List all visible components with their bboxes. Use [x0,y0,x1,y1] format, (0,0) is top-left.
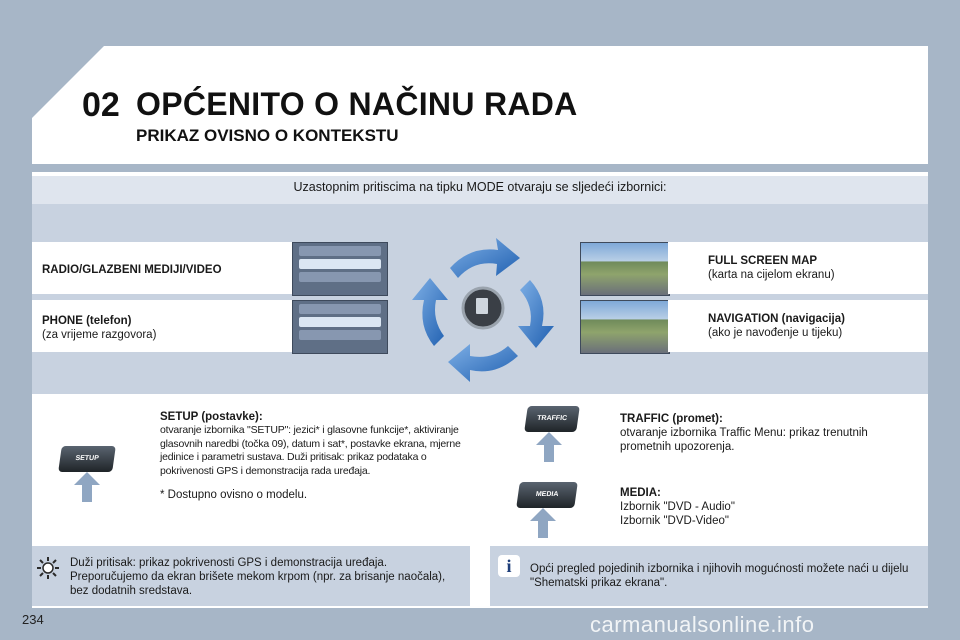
settings-sun-icon [36,556,60,580]
traffic-key: TRAFFIC [524,406,580,432]
media-title: MEDIA: [620,487,661,499]
intro-text: Uzastopnim pritiscima na tipku MODE otvaraju se sljedeći izbornici: [32,176,928,204]
full-map-desc: (karta na cijelom ekranu) [708,269,835,281]
full-map-title: FULL SCREEN MAP [708,255,818,267]
phone-screen-image [292,300,388,354]
arrow-right-icon [518,280,554,348]
screen-row [299,246,381,256]
setup-key: SETUP [58,446,116,472]
up-arrow-icon [74,472,100,502]
tip-left-text: Duži pritisak: prikaz pokrivenosti GPS i demonstracija uređaja. Preporučujemo da ekran brišete mekom krpom (npr. za brisanje naočala), bez dodatnih sredstava. [70,557,446,597]
setup-desc: otvaranje izbornika "SETUP": jezici* i glasovne funkcije*, aktiviranje glasovnih naredbi (točka 09), datum i sat*, postavke ekrana, mjerne jedinice i parametri sustava. Duži pritisak: prikaz podataka o pokrivenosti GPS i demonstracija rada uređaja. [160,424,461,477]
traffic-desc: otvaranje izbornika Traffic Menu: prikaz trenutnih prometnih upozorenja. [620,427,868,453]
page-number: 234 [22,612,44,627]
up-arrow-icon [530,508,556,538]
media-line-2: Izbornik "DVD-Video" [620,515,729,527]
radio-row [32,242,292,294]
page-subtitle: PRIKAZ OVISNO O KONTEKSTU [136,126,399,145]
page-title: OPĆENITO O NAČINU RADA [136,86,578,122]
screen-row [299,304,381,314]
traffic-title: TRAFFIC (promet): [620,413,723,425]
screen-row [299,259,381,269]
navigation-desc: (ako je navođenje u tijeku) [708,327,843,339]
media-line-1: Izbornik "DVD - Audio" [620,501,735,513]
radio-title: RADIO/GLAZBENI MEDIJI/VIDEO [42,264,222,276]
setup-footnote: * Dostupno ovisno o modelu. [160,489,308,501]
tip-right-text: Opći pregled pojedinih izbornika i njihovih mogućnosti možete naći u dijelu "Shematski prikaz ekrana". [530,563,909,589]
arrow-bottom-icon [448,344,518,382]
watermark: carmanualsonline.info [590,612,815,637]
phone-desc: (za vrijeme razgovora) [42,329,157,341]
navigation-row [668,300,928,352]
up-arrow-icon [536,432,562,462]
navigation-title: NAVIGATION (navigacija) [708,313,845,325]
mode-cycle-icon [400,228,570,388]
phone-row [32,300,292,352]
arrow-top-icon [450,238,520,278]
screen-row [299,317,381,327]
full-map-screen-image [580,242,670,296]
arrow-left-icon [412,278,448,346]
screen-row [299,272,381,282]
full-map-row [668,242,928,294]
screen-row [299,330,381,340]
radio-screen-image [292,242,388,296]
setup-title: SETUP (postavke): [160,411,263,423]
navigation-screen-image [580,300,670,354]
document-icon [476,298,488,314]
phone-title: PHONE (telefon) [42,315,132,327]
chapter-number: 02 [82,86,120,124]
info-icon: i [498,555,520,577]
media-key: MEDIA [516,482,578,508]
